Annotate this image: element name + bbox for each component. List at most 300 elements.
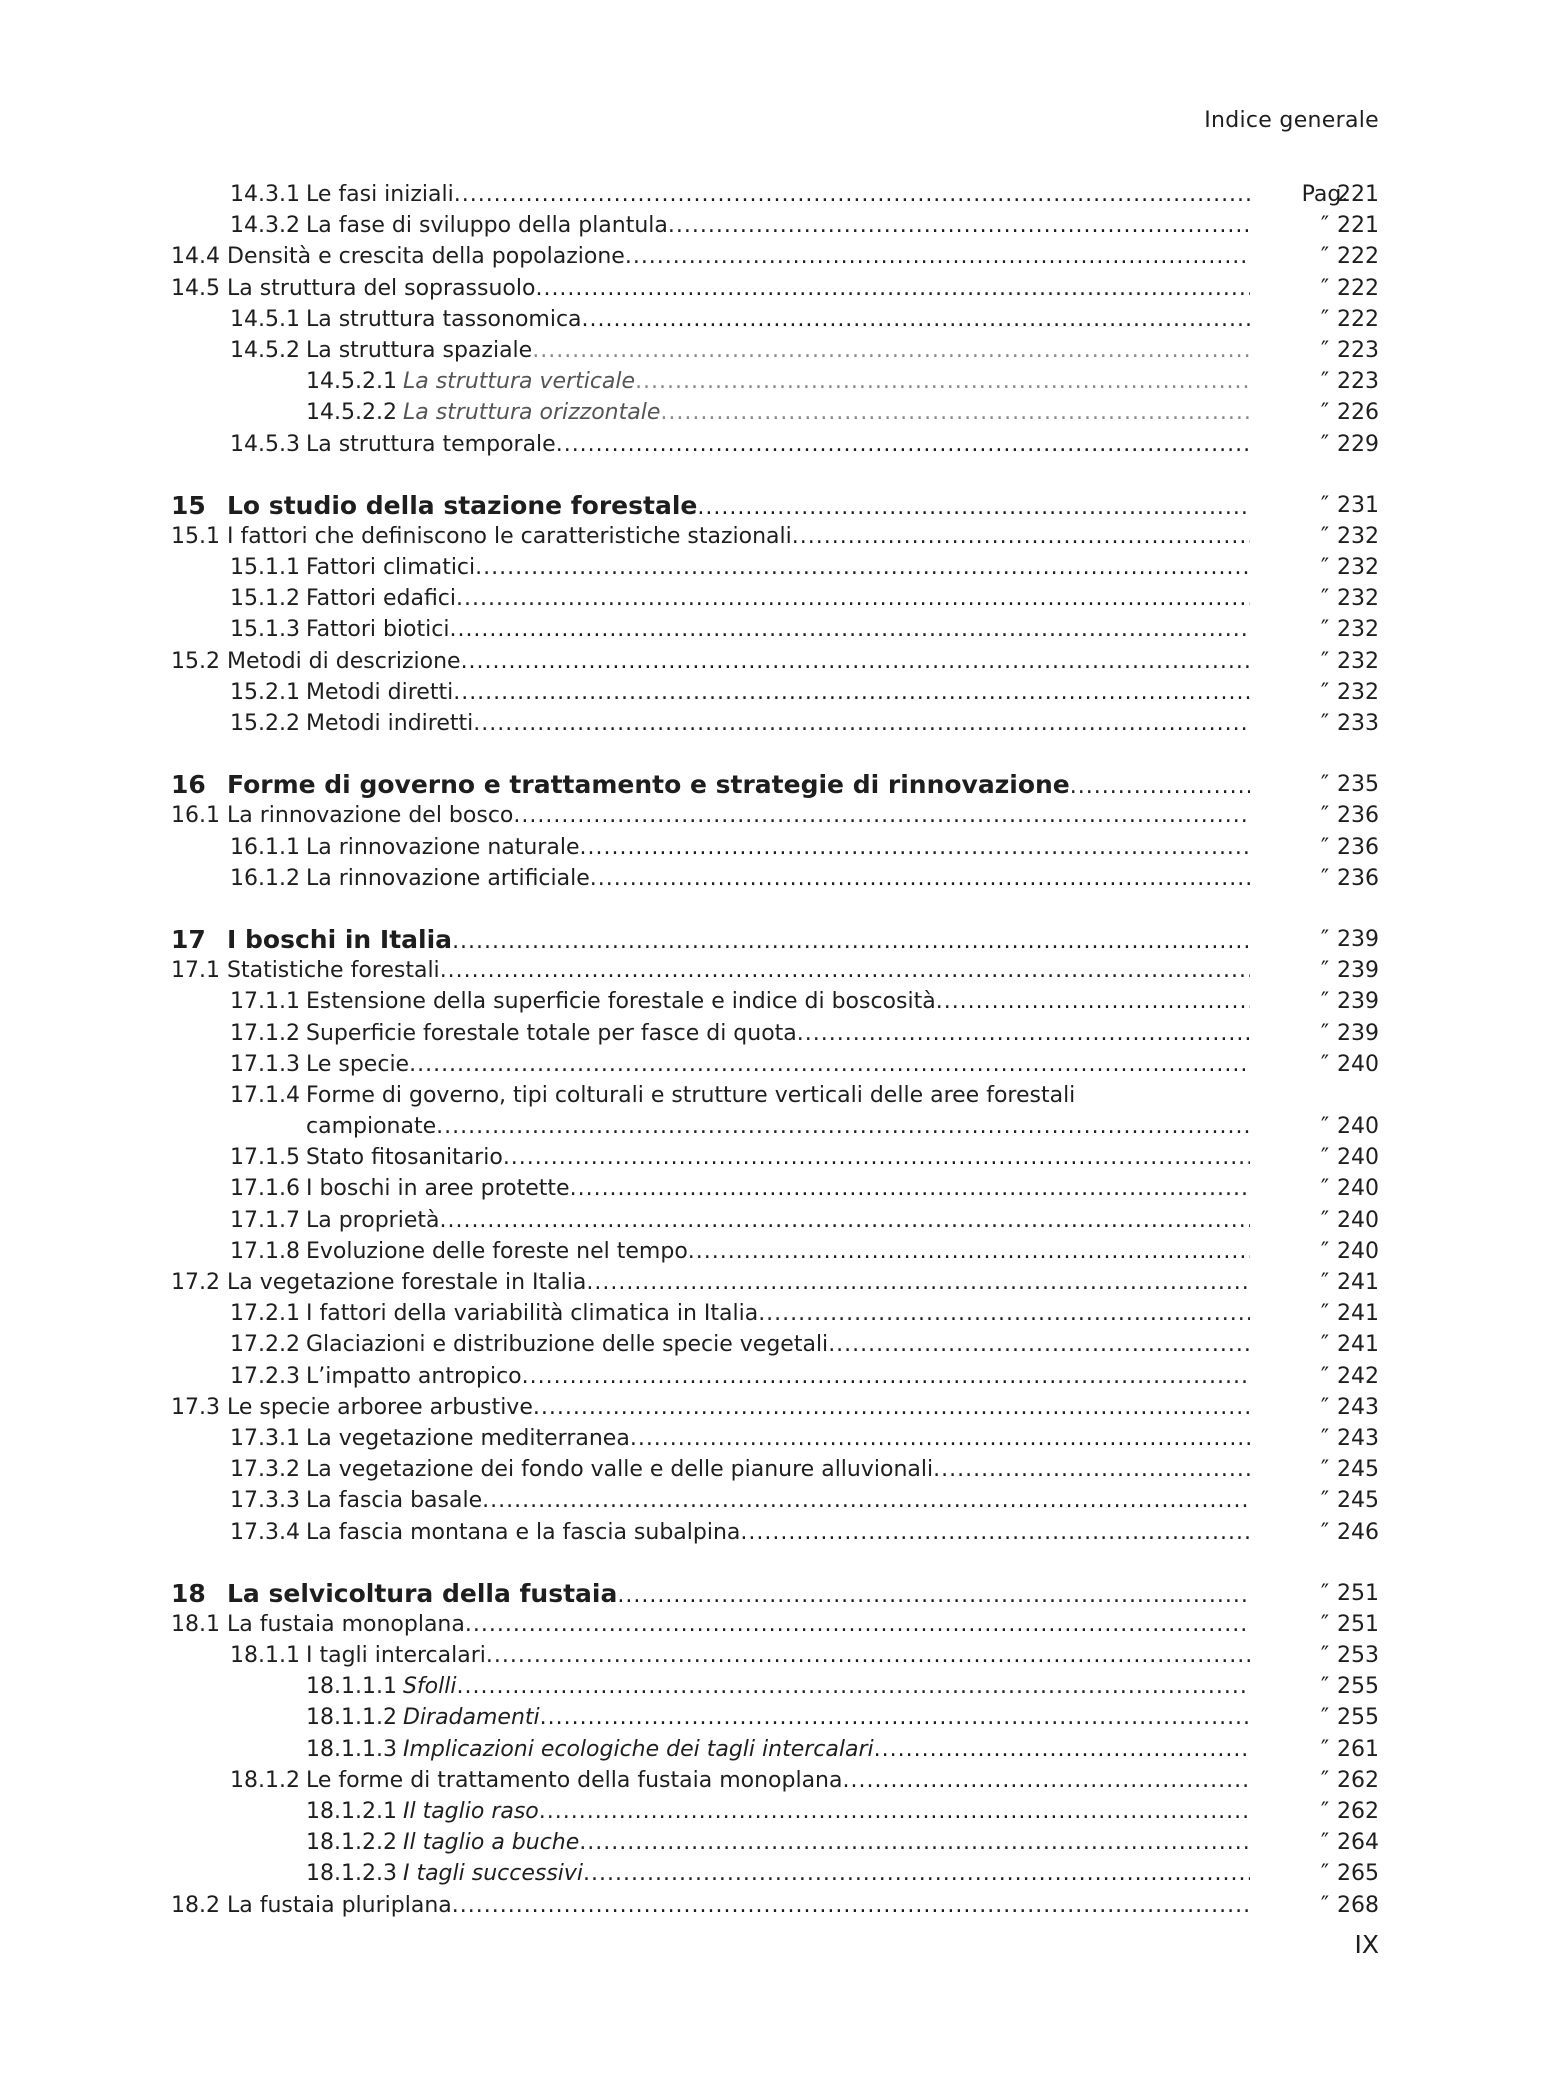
page-prefix-mark: ″ xyxy=(1320,369,1330,395)
dot-leader xyxy=(440,955,1250,986)
toc-entry-title: La proprietà xyxy=(305,1207,440,1233)
toc-entry[interactable] xyxy=(171,1236,1379,1267)
toc-entry[interactable] xyxy=(171,1392,1379,1423)
page-prefix-mark: ″ xyxy=(1320,1861,1330,1887)
toc-entry[interactable] xyxy=(171,1890,1379,1921)
toc-chapter-entry[interactable] xyxy=(171,924,1379,955)
toc-entry[interactable] xyxy=(171,1173,1379,1204)
toc-page-number: 236 xyxy=(1337,865,1379,891)
toc-entry-number: 17.3.1 xyxy=(230,1425,300,1451)
toc-entry-title: Glaciazioni e distribuzione delle specie vegetali xyxy=(305,1332,829,1358)
toc-entry-title: La rinnovazione del bosco xyxy=(227,803,514,829)
toc-entry-title: campionate xyxy=(306,1114,437,1140)
toc-page-number: 232 xyxy=(1337,586,1379,612)
toc-page-number: 261 xyxy=(1337,1736,1379,1762)
toc-entry[interactable] xyxy=(171,241,1379,272)
page-prefix-mark: ″ xyxy=(1320,492,1330,518)
toc-entry-number: 18.1.2.1 xyxy=(306,1799,397,1824)
toc-page-number: 239 xyxy=(1337,958,1379,984)
dot-leader xyxy=(482,1485,1250,1516)
toc-entry-title: Le forme di trattamento della fustaia monoplana xyxy=(305,1767,843,1793)
toc-entry[interactable] xyxy=(171,1361,1379,1392)
toc-entry-title: Evoluzione delle foreste nel tempo xyxy=(305,1238,688,1264)
toc-entry-title: La vegetazione mediterranea xyxy=(305,1425,630,1451)
toc-page-number: 222 xyxy=(1337,275,1379,301)
toc-entry-title: Le specie xyxy=(305,1051,410,1077)
toc-entry-leader xyxy=(306,1111,1250,1142)
page-prefix-mark: ″ xyxy=(1320,1457,1330,1483)
toc-entry[interactable] xyxy=(171,614,1379,645)
toc-entry-leader xyxy=(230,1142,1250,1173)
dot-leader xyxy=(439,1205,1250,1236)
toc-entry-leader xyxy=(230,179,1250,210)
dot-leader xyxy=(570,1173,1250,1204)
toc-entry[interactable] xyxy=(171,366,1379,397)
toc-entry[interactable] xyxy=(171,1702,1379,1733)
toc-page-number: 229 xyxy=(1337,431,1379,457)
toc-entry[interactable] xyxy=(171,1517,1379,1548)
toc-entry[interactable] xyxy=(171,583,1379,614)
toc-entry-number: 15.1.2 xyxy=(230,586,300,612)
toc-entry-number: 17.1.2 xyxy=(230,1020,300,1046)
toc-entry-number: 14.4 xyxy=(171,244,220,270)
toc-entry-number: 17.1.3 xyxy=(230,1051,300,1077)
toc-page-number: 223 xyxy=(1337,369,1379,395)
toc-entry[interactable] xyxy=(171,429,1379,460)
toc-page-number: 264 xyxy=(1337,1830,1379,1856)
page-prefix-mark: ″ xyxy=(1320,1674,1330,1700)
toc-entry-leader xyxy=(230,429,1250,460)
toc-entry-title: Diradamenti xyxy=(402,1705,540,1731)
dot-leader xyxy=(556,429,1250,460)
dot-leader xyxy=(533,1392,1250,1423)
page-prefix-mark: ″ xyxy=(1320,617,1330,643)
page-prefix-mark: ″ xyxy=(1320,1705,1330,1731)
toc-entry-title: La vegetazione forestale in Italia xyxy=(227,1270,587,1295)
toc-entry-leader xyxy=(171,521,1250,552)
toc-entry-leader xyxy=(306,1827,1250,1858)
toc-page-number: 255 xyxy=(1337,1705,1379,1731)
toc-page-number: 243 xyxy=(1337,1394,1379,1420)
toc-entry[interactable] xyxy=(171,800,1379,831)
toc-entry-number: 14.3.1 xyxy=(230,182,300,207)
toc-page-number: 240 xyxy=(1337,1176,1379,1202)
toc-page-number: 221 xyxy=(1337,182,1379,207)
toc-entry-leader xyxy=(230,1173,1250,1204)
toc-entry-leader xyxy=(171,646,1250,677)
toc-entry-number: 14.3.2 xyxy=(230,213,300,239)
toc-entry-number: 18.1.1 xyxy=(230,1643,300,1669)
page-prefix-mark: ″ xyxy=(1320,926,1330,952)
dot-leader xyxy=(797,1018,1250,1049)
page-prefix-mark: ″ xyxy=(1320,555,1330,581)
toc-entry-leader xyxy=(306,1858,1250,1889)
toc-entry-number: 15 xyxy=(171,490,206,520)
toc-page-number: 241 xyxy=(1337,1332,1379,1358)
dot-leader xyxy=(461,646,1250,677)
toc-entry-leader xyxy=(230,1423,1250,1454)
dot-leader xyxy=(758,1298,1250,1329)
toc-entry-leader xyxy=(306,1796,1250,1827)
toc-entry-number: 17.1.7 xyxy=(230,1207,300,1233)
toc-entry-number: 18.1.2.2 xyxy=(306,1830,397,1856)
toc-entry-title: Superficie forestale totale per fasce di quota xyxy=(305,1020,797,1046)
toc-entry[interactable] xyxy=(171,1267,1379,1298)
toc-entry-number: 17.1.6 xyxy=(230,1176,300,1202)
toc-entry-leader xyxy=(230,1329,1250,1360)
page-prefix-mark: ″ xyxy=(1320,958,1330,984)
page-prefix-mark: ″ xyxy=(1320,1425,1330,1451)
toc-entry-title: Fattori climatici xyxy=(305,555,476,581)
toc-page-number: 223 xyxy=(1337,337,1379,363)
toc-entry[interactable] xyxy=(171,521,1379,552)
toc-entry-title: Il taglio raso xyxy=(402,1799,539,1824)
toc-entry[interactable] xyxy=(171,1734,1379,1765)
toc-entry-leader xyxy=(230,1018,1250,1049)
toc-page-number: 240 xyxy=(1337,1207,1379,1233)
toc-entry-number: 15.2.2 xyxy=(230,711,300,736)
toc-entry-number: 17.3 xyxy=(171,1394,220,1420)
toc-entry[interactable] xyxy=(171,955,1379,986)
toc-entry-number: 17.2 xyxy=(171,1270,220,1295)
toc-entry-leader xyxy=(230,1205,1250,1236)
toc-entry-leader xyxy=(171,924,1250,957)
toc-entry-title: L’impatto antropico xyxy=(305,1363,522,1389)
page-prefix-mark: ″ xyxy=(1320,1488,1330,1514)
toc-entry-title: La vegetazione dei fondo valle e delle pianure alluvionali xyxy=(305,1457,934,1483)
toc-entry-leader xyxy=(171,273,1250,304)
toc-entry-title: La fascia montana e la fascia subalpina xyxy=(305,1519,741,1545)
toc-entry-leader xyxy=(230,583,1250,614)
toc-entry-leader xyxy=(230,1236,1250,1267)
page-prefix-mark: ″ xyxy=(1320,1611,1330,1637)
toc-entry-number: 17.1.8 xyxy=(230,1238,300,1264)
page-prefix-mark: Pag. xyxy=(1301,182,1349,207)
dot-leader xyxy=(539,1796,1250,1827)
toc-page-number: 233 xyxy=(1337,711,1379,736)
toc-entry-leader xyxy=(230,335,1250,366)
toc-entry[interactable] xyxy=(171,1142,1379,1173)
toc-page-number: 241 xyxy=(1337,1270,1379,1295)
page-prefix-mark: ″ xyxy=(1320,523,1330,549)
page-prefix-mark: ″ xyxy=(1320,679,1330,705)
toc-entry-title: I tagli intercalari xyxy=(305,1643,486,1669)
toc-entry-leader xyxy=(306,1671,1250,1702)
toc-entry-title: La rinnovazione naturale xyxy=(305,834,580,860)
toc-page-number: 226 xyxy=(1337,400,1379,426)
page-prefix-mark: ″ xyxy=(1320,1176,1330,1202)
toc-entry-leader xyxy=(230,832,1250,863)
toc-page-number: 251 xyxy=(1337,1580,1379,1606)
page-prefix-mark: ″ xyxy=(1320,1394,1330,1420)
page-prefix-mark: ″ xyxy=(1320,586,1330,612)
toc-entry-leader xyxy=(230,708,1250,739)
toc-entry-title: Il taglio a buche xyxy=(402,1830,580,1856)
toc-entry-number: 14.5.2.2 xyxy=(306,400,397,426)
page-prefix-mark: ″ xyxy=(1320,1892,1330,1918)
page-prefix-mark: ″ xyxy=(1320,244,1330,270)
toc-entry-title: I boschi in Italia xyxy=(227,924,453,954)
toc-entry-leader xyxy=(230,1080,1250,1111)
toc-entry-leader xyxy=(306,1734,1250,1765)
toc-entry-title: Metodi indiretti xyxy=(305,711,474,736)
toc-entry-title: La struttura orizzontale xyxy=(402,400,661,426)
toc-entry-title: I fattori della variabilità climatica in Italia xyxy=(305,1301,759,1327)
toc-page-number: 246 xyxy=(1337,1519,1379,1545)
page-prefix-mark: ″ xyxy=(1320,1830,1330,1856)
toc-entry-leader xyxy=(306,397,1250,428)
toc-entry[interactable] xyxy=(171,1671,1379,1702)
page-prefix-mark: ″ xyxy=(1320,648,1330,674)
toc-entry[interactable] xyxy=(171,1796,1379,1827)
toc-page-number: 262 xyxy=(1337,1799,1379,1824)
toc-entry[interactable] xyxy=(171,1423,1379,1454)
toc-chapter-entry[interactable] xyxy=(171,1578,1379,1609)
toc-entry[interactable] xyxy=(171,1858,1379,1889)
toc-entry-title: La struttura del soprassuolo xyxy=(227,275,536,301)
toc-page-number: 243 xyxy=(1337,1425,1379,1451)
toc-page-number: 235 xyxy=(1337,772,1379,798)
dot-leader xyxy=(436,1111,1250,1142)
dot-leader xyxy=(456,583,1250,614)
toc-page-number: 241 xyxy=(1337,1301,1379,1327)
page-prefix-mark: ″ xyxy=(1320,1238,1330,1264)
toc-page-number: 222 xyxy=(1337,306,1379,332)
dot-leader xyxy=(454,179,1250,210)
toc-entry[interactable] xyxy=(171,1485,1379,1516)
toc-entry[interactable] xyxy=(171,335,1379,366)
toc-page-number: 236 xyxy=(1337,803,1379,829)
toc-entry[interactable] xyxy=(171,1609,1379,1640)
dot-leader xyxy=(503,1142,1250,1173)
toc-entry[interactable] xyxy=(171,1298,1379,1329)
toc-chapter-entry[interactable] xyxy=(171,490,1379,521)
toc-entry-title: Stato fitosanitario xyxy=(305,1145,503,1171)
toc-entry-number: 14.5.2 xyxy=(230,337,300,363)
toc-entry[interactable] xyxy=(171,1080,1379,1111)
toc-entry-leader xyxy=(171,955,1250,986)
toc-entry-number: 17.3.2 xyxy=(230,1457,300,1483)
toc-entry-leader xyxy=(171,1890,1250,1921)
toc-entry-number: 16.1.1 xyxy=(230,834,300,860)
toc-entry-number: 14.5.3 xyxy=(230,431,300,457)
toc-entry-title: La struttura tassonomica xyxy=(305,306,582,332)
toc-page-number: 255 xyxy=(1337,1674,1379,1700)
page-prefix-mark: ″ xyxy=(1320,431,1330,457)
toc-entry-title: La rinnovazione artificiale xyxy=(305,865,590,891)
toc-entry-number: 15.2 xyxy=(171,648,220,674)
toc-entry-number: 17.2.1 xyxy=(230,1301,300,1327)
toc-entry[interactable] xyxy=(171,397,1379,428)
page-prefix-mark: ″ xyxy=(1320,865,1330,891)
toc-entry[interactable] xyxy=(171,863,1379,894)
toc-entry-leader xyxy=(230,1765,1250,1796)
toc-entry-leader xyxy=(230,210,1250,241)
toc-entry-number: 18.1.1.2 xyxy=(306,1705,397,1731)
page-prefix-mark: ″ xyxy=(1320,337,1330,363)
toc-entry-number: 18.1 xyxy=(171,1611,220,1637)
dot-leader xyxy=(465,1609,1250,1640)
toc-entry-title: La selvicoltura della fustaia xyxy=(227,1578,618,1608)
toc-entry-number: 17.2.2 xyxy=(230,1332,300,1358)
toc-page-number: 240 xyxy=(1337,1114,1379,1140)
dot-leader xyxy=(579,832,1250,863)
dot-leader xyxy=(453,677,1250,708)
toc-chapter-entry[interactable] xyxy=(171,769,1379,800)
toc-entry-number: 15.2.1 xyxy=(230,679,300,705)
toc-entry-title: Metodi di descrizione xyxy=(227,648,461,674)
toc-entry-number: 18 xyxy=(171,1578,206,1608)
page-prefix-mark: ″ xyxy=(1320,400,1330,426)
toc-entry[interactable] xyxy=(171,646,1379,677)
toc-entry-title: Forme di governo e trattamento e strategie di rinnovazione xyxy=(227,770,1070,800)
dot-leader xyxy=(635,366,1250,397)
toc-entry[interactable] xyxy=(171,677,1379,708)
dot-leader xyxy=(473,708,1250,739)
dot-leader xyxy=(630,1423,1250,1454)
toc-entry[interactable] xyxy=(171,708,1379,739)
page-prefix-mark: ″ xyxy=(1320,1020,1330,1046)
running-header: Indice generale xyxy=(1204,108,1379,133)
table-of-contents xyxy=(171,179,1379,1921)
toc-entry-leader xyxy=(171,490,1250,523)
page-prefix-mark: ″ xyxy=(1320,213,1330,239)
page-prefix-mark: ″ xyxy=(1320,834,1330,860)
toc-entry-number: 17.1.4 xyxy=(230,1082,300,1108)
toc-page-number: 242 xyxy=(1337,1363,1379,1389)
toc-entry-title: La fustaia monoplana xyxy=(227,1611,465,1637)
toc-entry-number: 18.1.1.1 xyxy=(306,1674,397,1700)
toc-entry[interactable] xyxy=(171,1827,1379,1858)
page-prefix-mark: ″ xyxy=(1320,1332,1330,1358)
dot-leader xyxy=(522,1361,1250,1392)
toc-entry-number: 17.1.1 xyxy=(230,989,300,1015)
toc-entry-number: 15.1 xyxy=(171,523,220,549)
dot-leader xyxy=(582,304,1250,335)
page-prefix-mark: ″ xyxy=(1320,306,1330,332)
toc-entry-leader xyxy=(230,1485,1250,1516)
toc-entry[interactable] xyxy=(171,1111,1379,1142)
toc-entry-title: La fascia basale xyxy=(305,1488,483,1514)
toc-page-number: 232 xyxy=(1337,555,1379,581)
toc-entry-title: Statistiche forestali xyxy=(227,958,440,984)
toc-page-number: 239 xyxy=(1337,1020,1379,1046)
toc-entry[interactable] xyxy=(171,210,1379,241)
toc-entry-leader xyxy=(230,1298,1250,1329)
toc-entry-title: Fattori edafici xyxy=(305,586,457,612)
toc-entry-title: Le fasi iniziali xyxy=(305,182,454,207)
dot-leader xyxy=(668,210,1250,241)
toc-entry[interactable] xyxy=(171,304,1379,335)
toc-entry[interactable] xyxy=(171,179,1379,210)
toc-entry-title: La struttura temporale xyxy=(305,431,556,457)
toc-page-number: 253 xyxy=(1337,1643,1379,1669)
toc-entry-leader xyxy=(230,614,1250,645)
dot-leader xyxy=(452,926,1250,957)
toc-entry-number: 16 xyxy=(171,770,206,800)
page-prefix-mark: ″ xyxy=(1320,1301,1330,1327)
dot-leader xyxy=(540,1702,1250,1733)
toc-entry[interactable] xyxy=(171,1329,1379,1360)
toc-page-number: 232 xyxy=(1337,617,1379,643)
toc-entry[interactable] xyxy=(171,1640,1379,1671)
toc-entry-title: Le specie arboree arbustive xyxy=(227,1394,533,1420)
toc-entry-title: Forme di governo, tipi colturali e strutture verticali delle aree forestali xyxy=(305,1082,1076,1108)
dot-leader xyxy=(579,1827,1250,1858)
toc-entry[interactable] xyxy=(171,1018,1379,1049)
toc-entry-leader xyxy=(306,1702,1250,1733)
toc-entry-number: 17.1 xyxy=(171,958,220,984)
toc-entry[interactable] xyxy=(171,552,1379,583)
toc-entry-leader xyxy=(171,241,1250,272)
page-prefix-mark: ″ xyxy=(1320,803,1330,829)
dot-leader xyxy=(586,1267,1250,1298)
toc-page-number: 240 xyxy=(1337,1238,1379,1264)
toc-page-number: 251 xyxy=(1337,1611,1379,1637)
dot-leader xyxy=(933,1454,1250,1485)
toc-entry-title: La fustaia pluriplana xyxy=(227,1892,452,1918)
toc-entry[interactable] xyxy=(171,273,1379,304)
toc-entry-number: 14.5.1 xyxy=(230,306,300,332)
dot-leader xyxy=(660,397,1250,428)
toc-entry-leader xyxy=(230,1049,1250,1080)
toc-page-number: 240 xyxy=(1337,1145,1379,1171)
dot-leader xyxy=(625,241,1250,272)
toc-entry-number: 17.3.3 xyxy=(230,1488,300,1514)
toc-entry[interactable] xyxy=(171,1205,1379,1236)
page-prefix-mark: ″ xyxy=(1320,1519,1330,1545)
dot-leader xyxy=(532,335,1250,366)
toc-entry-title: La fase di sviluppo della plantula xyxy=(305,213,668,239)
toc-entry[interactable] xyxy=(171,1454,1379,1485)
toc-entry-title: Sfolli xyxy=(402,1674,457,1700)
dot-leader xyxy=(688,1236,1250,1267)
toc-entry[interactable] xyxy=(171,1765,1379,1796)
dot-leader xyxy=(740,1517,1250,1548)
toc-page-number: 232 xyxy=(1337,679,1379,705)
toc-entry-leader xyxy=(171,1609,1250,1640)
page-prefix-mark: ″ xyxy=(1320,1270,1330,1295)
toc-entry[interactable] xyxy=(171,1049,1379,1080)
dot-leader xyxy=(617,1580,1250,1611)
dot-leader xyxy=(409,1049,1250,1080)
toc-entry[interactable] xyxy=(171,986,1379,1017)
toc-entry-number: 18.1.2.3 xyxy=(306,1861,397,1887)
page-prefix-mark: ″ xyxy=(1320,989,1330,1015)
toc-entry-number: 17 xyxy=(171,924,206,954)
toc-entry-number: 15.1.3 xyxy=(230,617,300,643)
page-prefix-mark: ″ xyxy=(1320,1643,1330,1669)
dot-leader xyxy=(452,1890,1250,1921)
toc-entry-leader xyxy=(230,1454,1250,1485)
dot-leader xyxy=(1070,771,1250,802)
toc-entry-number: 18.1.2 xyxy=(230,1767,300,1793)
toc-entry-title: I fattori che definiscono le caratteristiche stazionali xyxy=(227,523,792,549)
page-prefix-mark: ″ xyxy=(1320,1051,1330,1077)
toc-entry-leader xyxy=(171,1578,1250,1611)
toc-entry-leader xyxy=(230,1361,1250,1392)
toc-entry[interactable] xyxy=(171,832,1379,863)
toc-entry-title: Densità e crescita della popolazione xyxy=(227,244,625,270)
toc-entry-leader xyxy=(171,800,1250,831)
toc-page-number: 265 xyxy=(1337,1861,1379,1887)
toc-entry-leader xyxy=(230,304,1250,335)
toc-entry-number: 18.1.1.3 xyxy=(306,1736,397,1762)
toc-entry-title: Estensione della superficie forestale e indice di boscosità xyxy=(305,989,936,1015)
toc-page-number: 268 xyxy=(1337,1892,1379,1918)
dot-leader xyxy=(828,1329,1250,1360)
toc-entry-number: 15.1.1 xyxy=(230,555,300,581)
